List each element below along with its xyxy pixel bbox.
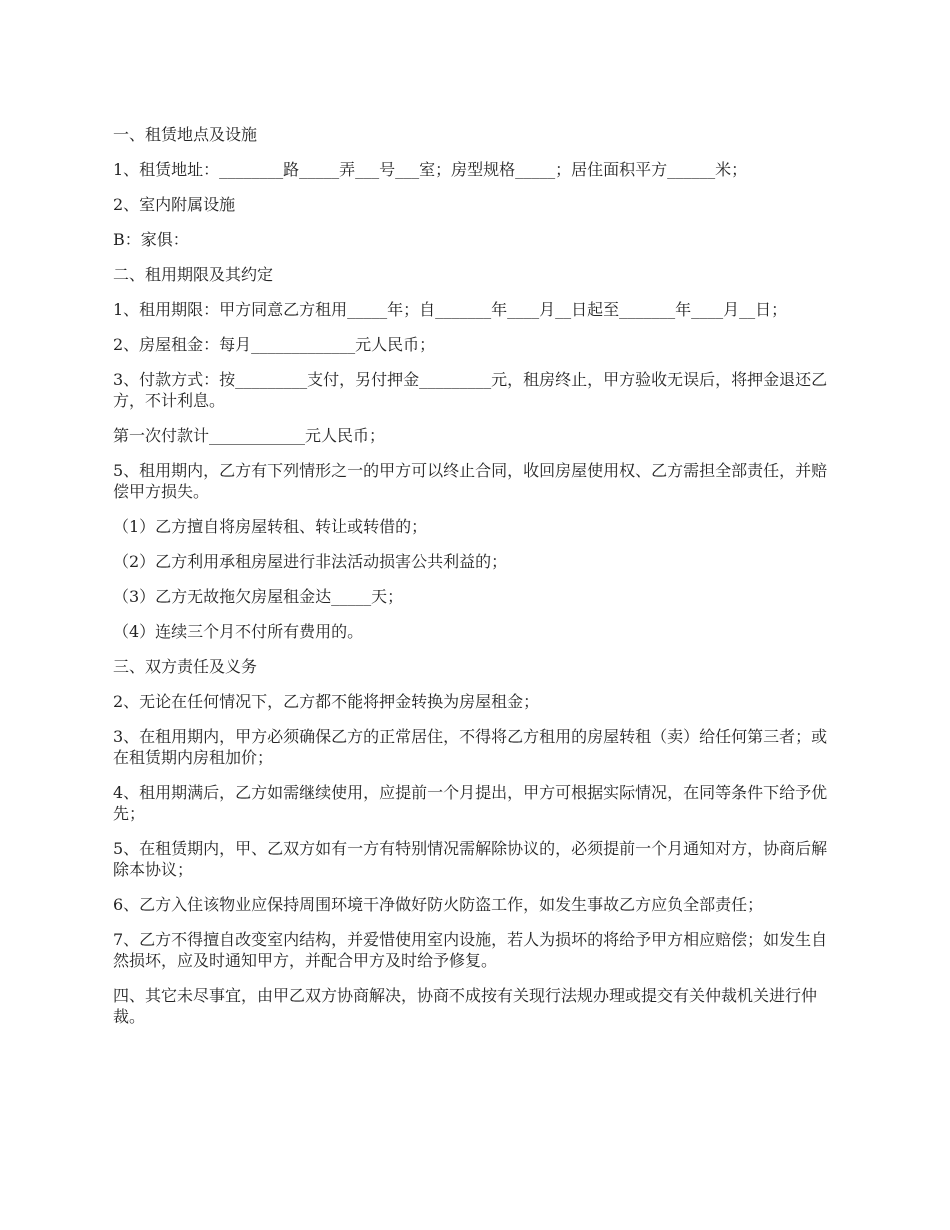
section-heading-location: 一、租赁地点及设施 — [113, 125, 258, 144]
clause-indoor-facilities: 2、室内附属设施 — [113, 195, 236, 214]
termination-item-3: （3）乙方无故拖欠房屋租金达_____天； — [113, 587, 404, 606]
termination-item-4: （4）连续三个月不付所有费用的。 — [113, 622, 364, 641]
obligation-6: 6、乙方入住该物业应保持周围环境干净做好防火防盗工作，如发生事故乙方应负全部责任； — [113, 895, 764, 914]
termination-item-2: （2）乙方利用承租房屋进行非法活动损害公共利益的； — [113, 552, 508, 571]
clause-first-payment: 第一次付款计____________元人民币； — [113, 426, 386, 445]
clause-rental-address: 1、租赁地址：________路_____弄___号___室；房型规格_____；居住面积平方______米； — [113, 160, 748, 179]
termination-item-1: （1）乙方擅自将房屋转租、转让或转借的； — [113, 517, 428, 536]
clause-termination: 5、租用期内，乙方有下列情形之一的甲方可以终止合同，收回房屋使用权、乙方需担全部责任，并赔偿甲方损失。 — [113, 461, 828, 501]
obligation-5: 5、在租赁期内，甲、乙双方如有一方有特别情况需解除协议的，必须提前一个月通知对方，协商后解除本协议； — [113, 839, 828, 879]
section-heading-obligations: 三、双方责任及义务 — [113, 657, 258, 676]
section-other-matters: 四、其它未尽事宜，由甲乙双方协商解决，协商不成按有关现行法规办理或提交有关仲裁机关进行仲裁。 — [113, 986, 818, 1026]
section-heading-term: 二、租用期限及其约定 — [113, 265, 274, 284]
obligation-3: 3、在租用期内，甲方必须确保乙方的正常居住，不得将乙方租用的房屋转租（卖）给任何第三者；或在租赁期内房租加价； — [113, 727, 828, 767]
obligation-2: 2、无论在任何情况下，乙方都不能将押金转换为房屋租金； — [113, 692, 540, 711]
clause-monthly-rent: 2、房屋租金：每月_____________元人民币； — [113, 335, 436, 354]
obligation-4: 4、租用期满后，乙方如需继续使用，应提前一个月提出，甲方可根据实际情况，在同等条件下给予优先； — [113, 783, 828, 823]
clause-furniture: B：家俱： — [113, 230, 189, 249]
clause-payment-method: 3、付款方式：按_________支付，另付押金_________元，租房终止，甲方验收无误后，将押金退还乙方，不计利息。 — [113, 370, 828, 410]
obligation-7: 7、乙方不得擅自改变室内结构，并爱惜使用室内设施，若人为损坏的将给予甲方相应赔偿；如发生自然损坏，应及时通知甲方，并配合甲方及时给予修复。 — [113, 930, 828, 970]
clause-rental-period: 1、租用期限：甲方同意乙方租用_____年；自_______年____月__日起至_______年____月__日； — [113, 300, 788, 319]
